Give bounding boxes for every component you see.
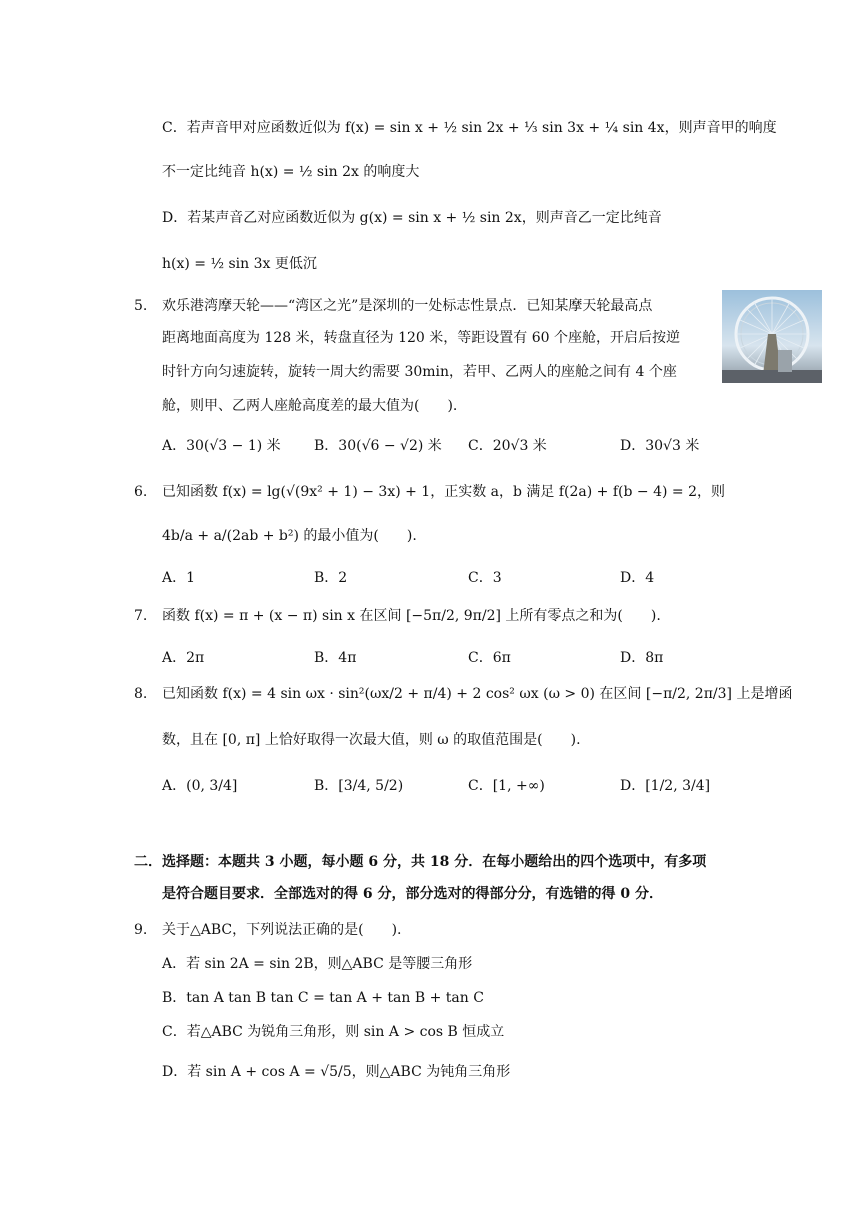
q5-stem-line4: 舱，则甲、乙两人座舱高度差的最大值为( ). [162,398,458,414]
q5-option-b[interactable]: B．30(√6 − √2) 米 [314,438,442,454]
ferris-wheel-photo [722,290,822,383]
q4-option-c-line1: C．若声音甲对应函数近似为 f(x) = sin x + ½ sin 2x + ⅓ sin 3x + ¼ sin 4x，则声音甲的响度 [162,120,777,136]
q5-option-a[interactable]: A．30(√3 − 1) 米 [162,438,281,454]
q7-option-b[interactable]: B．4π [314,650,357,666]
q6-option-d[interactable]: D．4 [620,570,655,586]
q7-number: 7. [134,608,148,624]
q5-stem-line2: 距离地面高度为 128 米，转盘直径为 120 米，等距设置有 60 个座舱，开启后按逆 [162,330,680,346]
q6-stem-line2: 4b/a + a/(2ab + b²) 的最小值为( ). [162,528,417,544]
q7-option-a[interactable]: A．2π [162,650,205,666]
q7-option-c[interactable]: C．6π [468,650,511,666]
q5-stem-line3: 时针方向匀速旋转，旋转一周大约需要 30min，若甲、乙两人的座舱之间有 4 个座 [162,364,677,380]
q6-stem-line1: 已知函数 f(x) = lg(√(9x² + 1) − 3x) + 1，正实数 a，b 满足 f(2a) + f(b − 4) = 2，则 [162,484,726,500]
section2-heading-line2: 是符合题目要求．全部选对的得 6 分，部分选对的得部分分，有选错的得 0 分． [162,886,663,902]
q8-number: 8. [134,686,148,702]
q8-option-a[interactable]: A．(0, 3/4] [162,778,238,794]
q9-stem: 关于△ABC，下列说法正确的是( ). [162,922,402,938]
q5-options [162,436,762,456]
q5-number: 5. [134,298,148,314]
q6-option-a[interactable]: A．1 [162,570,196,586]
q6-number: 6. [134,484,148,500]
q7-stem-line1: 函数 f(x) = π + (x − π) sin x 在区间 [−5π/2, 9π/2] 上所有零点之和为( ). [162,608,661,624]
q6-option-b[interactable]: B．2 [314,570,348,586]
q5-option-d[interactable]: D．30√3 米 [620,438,700,454]
q8-stem-line2: 数，且在 [0, π] 上恰好取得一次最大值，则 ω 的取值范围是( ). [162,732,581,748]
q9-option-c[interactable]: C．若△ABC 为锐角三角形，则 sin A > cos B 恒成立 [162,1024,505,1040]
q8-option-b[interactable]: B．[3/4, 5/2) [314,778,404,794]
q9-option-d[interactable]: D．若 sin A + cos A = √5/5，则△ABC 为钝角三角形 [162,1064,511,1080]
q9-option-b[interactable]: B．tan A tan B tan C = tan A + tan B + tan C [162,990,484,1006]
q8-option-c[interactable]: C．[1, +∞) [468,778,545,794]
section2-heading-line1: 二．选择题：本题共 3 小题，每小题 6 分，共 18 分．在每小题给出的四个选项中，有多项 [134,854,707,870]
q6-options [162,568,762,588]
q5-stem-line1: 欢乐港湾摩天轮——“湾区之光”是深圳的一处标志性景点．已知某摩天轮最高点 [162,298,653,314]
q4-option-c-line2: 不一定比纯音 h(x) = ½ sin 2x 的响度大 [162,164,420,180]
q4-option-d-line1: D．若某声音乙对应函数近似为 g(x) = sin x + ½ sin 2x，则声音乙一定比纯音 [162,210,662,226]
q9-option-a[interactable]: A．若 sin 2A = sin 2B，则△ABC 是等腰三角形 [162,956,473,972]
q8-options [162,776,762,796]
q7-option-d[interactable]: D．8π [620,650,664,666]
q5-option-c[interactable]: C．20√3 米 [468,438,547,454]
q4-option-d-line2: h(x) = ½ sin 3x 更低沉 [162,256,317,272]
q7-options [162,648,762,668]
q8-option-d[interactable]: D．[1/2, 3/4] [620,778,711,794]
q8-stem-line1: 已知函数 f(x) = 4 sin ωx · sin²(ωx/2 + π/4) + 2 cos² ωx (ω > 0) 在区间 [−π/2, 2π/3] 上是增函 [162,686,793,702]
q9-number: 9. [134,922,148,938]
q6-option-c[interactable]: C．3 [468,570,502,586]
